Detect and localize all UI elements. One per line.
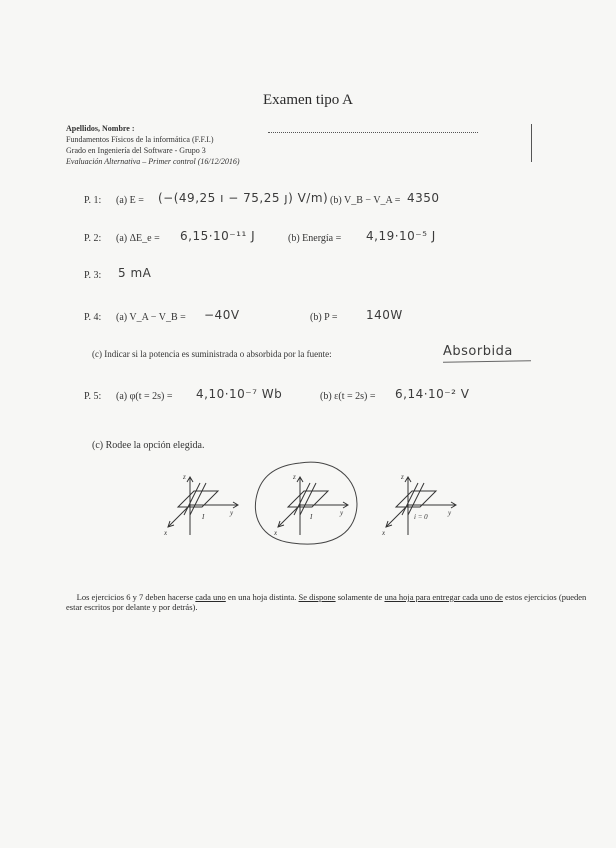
loop-orientation-diagrams — [150, 455, 470, 555]
diagram-option-2 — [255, 462, 357, 544]
d1-x-label: x — [164, 529, 168, 537]
p4a-answer: −40V — [204, 308, 240, 322]
p4c-underline — [443, 360, 531, 363]
p5c-label: (c) Rodee la opción elegida. — [92, 440, 205, 451]
d3-y-label: y — [448, 509, 452, 517]
d3-i0-label: i = 0 — [414, 513, 428, 521]
instructions-note: Los ejercicios 6 y 7 deben hacerse cada uno en una hoja distinta. Se dispone solamente de una hoja para entregar cada uno de estos ejercicios (pueden estar escritos por delante y por detrás). — [66, 592, 587, 612]
d2-z-label: z — [293, 473, 296, 481]
degree-line: Grado en Ingeniería del Software - Grupo 3 — [66, 146, 206, 155]
p1b-label: (b) V_B − V_A = — [330, 195, 401, 206]
p4b-label: (b) P = — [310, 312, 338, 323]
p3-answer: 5 mA — [118, 266, 152, 280]
p1a-label: (a) E = — [116, 195, 144, 206]
exam-title: Examen tipo A — [263, 92, 353, 108]
name-field-line — [268, 132, 478, 133]
d2-x-label: x — [274, 529, 278, 537]
p2b-label: (b) Energía = — [288, 233, 342, 244]
p5a-answer: 4,10·10⁻⁷ Wb — [196, 387, 283, 401]
p5a-label: (a) φ(t = 2s) = — [116, 391, 173, 402]
course-line: Fundamentos Físicos de la informática (F.F.I.) — [66, 135, 214, 144]
d2-y-label: y — [340, 509, 344, 517]
name-label: Apellidos, Nombre : — [66, 124, 135, 133]
d3-x-label: x — [382, 529, 386, 537]
p5b-label: (b) ε(t = 2s) = — [320, 391, 376, 402]
evaluation-line: Evaluación Alternativa – Primer control (16/12/2016) — [66, 157, 240, 166]
p5b-answer: 6,14·10⁻² V — [395, 387, 470, 401]
p4b-answer: 140W — [366, 308, 403, 322]
d2-i-label: I — [310, 513, 313, 521]
diagram-option-1 — [168, 477, 238, 535]
p5-label: P. 5: — [84, 391, 102, 402]
p2-label: P. 2: — [84, 233, 102, 244]
p1a-answer: (−(49,25 ı − 75,25 ȷ) V/m) — [158, 191, 329, 205]
p4a-label: (a) V_A − V_B = — [116, 312, 186, 323]
d1-y-label: y — [230, 509, 234, 517]
d3-z-label: z — [401, 473, 404, 481]
p3-label: P. 3: — [84, 270, 102, 281]
diagram-option-3 — [386, 477, 456, 535]
p2a-answer: 6,15·10⁻¹¹ J — [180, 229, 256, 243]
p1b-answer: 4350 — [407, 191, 440, 205]
d1-z-label: z — [183, 473, 186, 481]
p2b-answer: 4,19·10⁻⁵ J — [366, 229, 436, 243]
p4-label: P. 4: — [84, 312, 102, 323]
p4c-label: (c) Indicar si la potencia es suministrada o absorbida por la fuente: — [92, 349, 332, 359]
d1-i-label: I — [202, 513, 205, 521]
p2a-label: (a) ΔE_e = — [116, 233, 160, 244]
p4c-answer: Absorbida — [443, 344, 513, 359]
p1-label: P. 1: — [84, 195, 102, 206]
margin-line — [531, 124, 532, 162]
